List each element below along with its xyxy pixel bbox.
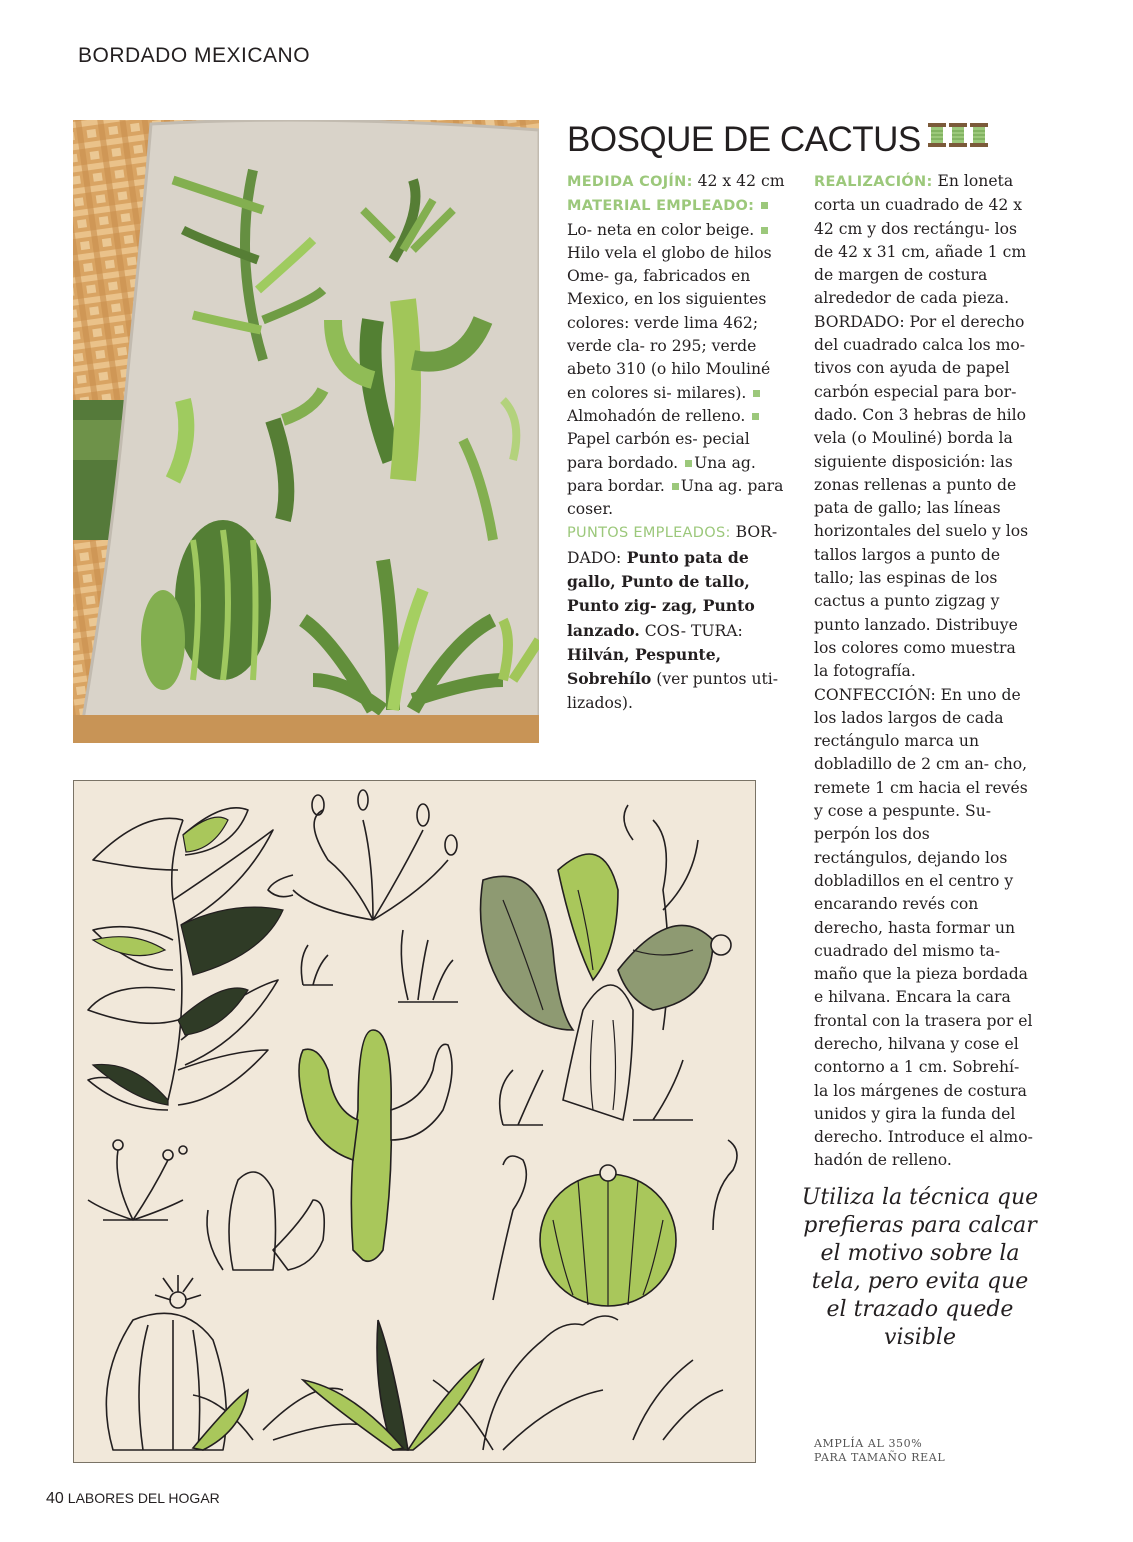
material-item: Hilo vela el globo de hilos Ome- ga, fabricados en Mexico, en los siguientes colores: verde lima 462; verde cla- ro 295; verde abeto 310 (o hilo Mouliné en colores si- milares). [567, 243, 772, 402]
material-item: Una ag. para bordar. [567, 453, 756, 495]
difficulty-spools-icon [927, 118, 989, 158]
bullet-icon [761, 227, 768, 234]
enlarge-note-line2: PARA TAMAÑO REAL [814, 1451, 946, 1464]
size-label: MEDIDA COJÍN: [567, 174, 693, 190]
bullet-icon [753, 390, 760, 397]
materials-label: MATERIAL EMPLEADO: [567, 198, 755, 215]
embroidery-label: BOR- DADO: [567, 523, 778, 567]
material-item: Almohadón de relleno. [567, 406, 746, 425]
size-value: 42 x 42 cm [692, 172, 785, 190]
cushion-photo [73, 120, 539, 743]
article-title-text: BOSQUE DE CACTUS [567, 120, 921, 159]
section-title: BORDADO MEXICANO [78, 44, 311, 67]
materials-column [567, 170, 787, 715]
enlarge-note-line1: AMPLÍA AL 350% [814, 1437, 923, 1450]
instructions-label: REALIZACIÓN: [814, 174, 933, 190]
embroidery-pattern [73, 780, 756, 1463]
material-item: Lo- neta en color beige. [567, 220, 755, 239]
stitches-label: PUNTOS EMPLEADOS: [567, 525, 731, 542]
instructions-column [814, 170, 1033, 1173]
bullet-icon [761, 202, 768, 209]
enlarge-note [814, 1437, 945, 1465]
material-item: Una ag. para coser. [567, 476, 784, 519]
page-footer [46, 1490, 220, 1508]
bullet-icon [672, 483, 679, 490]
sewing-label: COS- TURA: [639, 621, 743, 640]
instructions-text: En loneta corta un cuadrado de 42 x 42 cm y dos rectángu- los de 42 x 31 cm, añade 1 cm de margen de costura alrededor de cada pieza. BORDADO: Por el derecho del cuadrado calca los mo- tivos con ayuda de papel carbón especial para bor- dado. Con 3 hebras de hilo vela (o Mouliné) borda la siguiente disposición: las zonas rellenas a punto de pata de gallo; las líneas horizontales del suelo y los tallos largos a punto de tallo; las espinas de los cactus a punto zigzag y punto lanzado. Distribuye los colores como muestra la fotografía. CONFECCIÓN: En uno de los lados largos de cada rectángulo marca un dobladillo de 2 cm an- cho, remete 1 cm hacia el revés y cose a pespunte. Su- perpón los dos rectángulos, dejando los dobladillos en el centro y encarando revés con derecho, hasta formar un cuadrado del mismo ta- maño que la pieza bordada e hilvana. Encara la cara frontal con la trasera por el derecho, hilvana y cose el contorno a 1 cm. Sobrehí- la los márgenes de costura unidos y gira la funda del derecho. Introduce el almo- hadón de relleno. [814, 172, 1033, 1170]
bullet-icon [685, 460, 692, 467]
sewing-stitches: Hilván, Pespunte, Sobrehílo [567, 644, 722, 689]
see-note: (ver puntos uti- lizados). [567, 670, 779, 712]
page-number: 40 [46, 1490, 64, 1507]
bullet-icon [752, 413, 759, 420]
tip-quote: Utiliza la técnica que prefieras para calcar el motivo sobre la tela, pero evita que el trazado quede visible [801, 1185, 1039, 1350]
embroidery-stitches: Punto pata de gallo, Punto de tallo, Punto zig- zag, Punto lanzado. [567, 547, 755, 640]
article-title [567, 118, 989, 160]
material-item: Papel carbón es- pecial para bordado. [567, 430, 750, 472]
magazine-name: LABORES DEL HOGAR [67, 1490, 220, 1506]
